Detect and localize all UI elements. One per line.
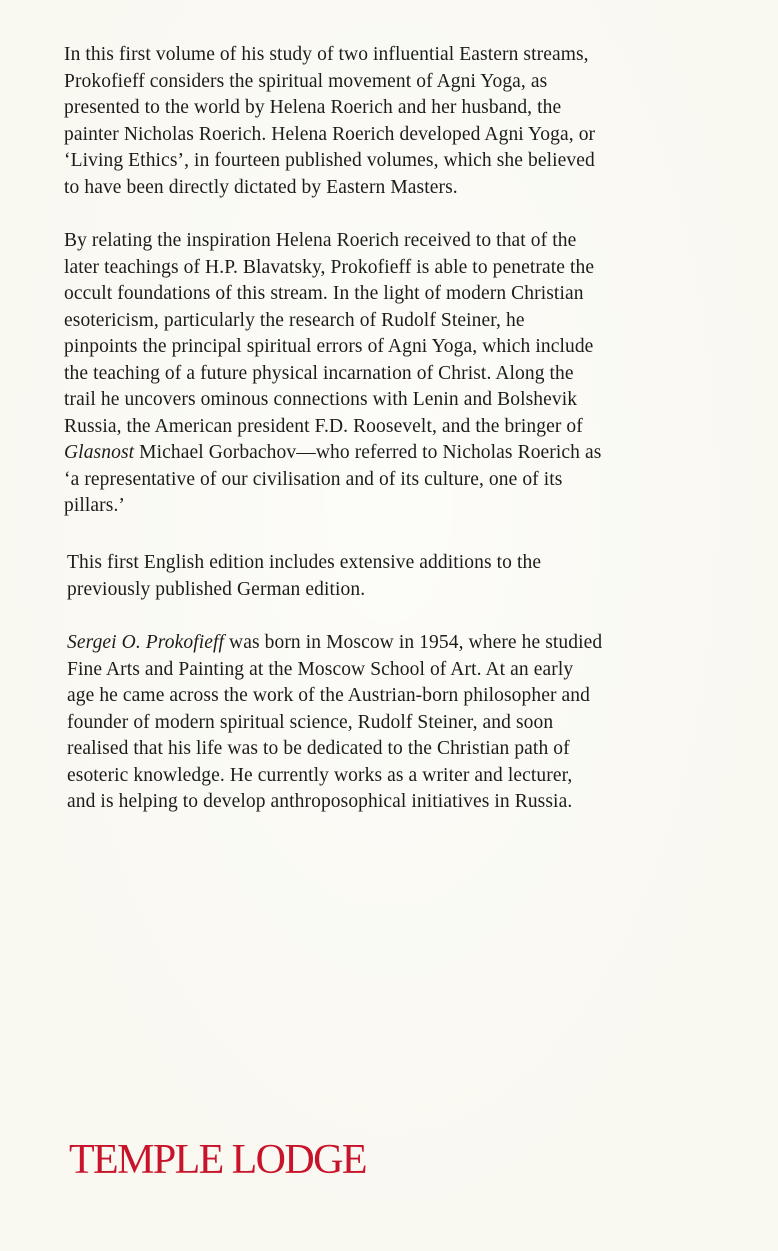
text-line [67,630,602,657]
text-line: realised that his life was to be dedicated to the Christian path of [67,738,570,759]
description-paragraph-2 [64,228,601,520]
text-line: age he came across the work of the Austrian-born philosopher and [67,685,590,706]
text-line: to have been directly dictated by Eastern Masters. [64,176,458,198]
text-line: ‘Living Ethics’, in fourteen published volumes, which she believed [64,150,595,171]
author-bio [67,630,602,816]
text-line: Fine Arts and Painting at the Moscow School of Art. At an early [67,658,574,680]
text-line: previously published German edition. [67,578,366,600]
text-line: and is helping to develop anthroposophical initiatives in Russia. [67,791,573,812]
publisher-logo: TEMPLE LODGE [69,1137,366,1183]
description-paragraph-3 [67,550,541,603]
text-line: Prokofieff considers the spiritual movement of Agni Yoga, as [64,70,548,92]
text-line: ‘a representative of our civilisation and of its culture, one of its [64,468,563,490]
text-line: esotericism, particularly the research of Rudolf Steiner, he [64,309,525,331]
text-line: founder of modern spiritual science, Rudolf Steiner, and soon [67,711,554,733]
text-line: In this first volume of his study of two influential Eastern streams, [64,44,589,65]
text-line: pinpoints the principal spiritual errors of Agni Yoga, which include [64,336,594,357]
text-line: later teachings of H.P. Blavatsky, Prokofieff is able to penetrate the [64,256,595,278]
text-line: esoteric knowledge. He currently works as a writer and lecturer, [67,764,573,786]
text-line-rest: Michael Gorbachov—who referred to Nicholas Roerich as [134,442,602,463]
text-line: This first English edition includes extensive additions to the [67,552,542,573]
description-paragraph-1 [64,42,595,201]
text-line: trail he uncovers ominous connections with Lenin and Bolshevik [64,389,578,410]
text-line: pillars.’ [64,495,126,516]
text-line: By relating the inspiration Helena Roerich received to that of the [64,230,577,251]
text-line [64,440,601,467]
author-name: Sergei O. Prokofieff [67,632,225,653]
glasnost-italic-word: Glasnost [64,442,135,463]
text-line: painter Nicholas Roerich. Helena Roerich developed Agni Yoga, or [64,123,596,145]
text-line: presented to the world by Helena Roerich and her husband, the [64,97,562,118]
text-line: Russia, the American president F.D. Roosevelt, and the bringer of [64,415,583,437]
text-line: the teaching of a future physical incarnation of Christ. Along the [64,362,574,384]
text-line: occult foundations of this stream. In the light of modern Christian [64,283,584,304]
text-line-rest: was born in Moscow in 1954, where he studied [224,632,603,653]
